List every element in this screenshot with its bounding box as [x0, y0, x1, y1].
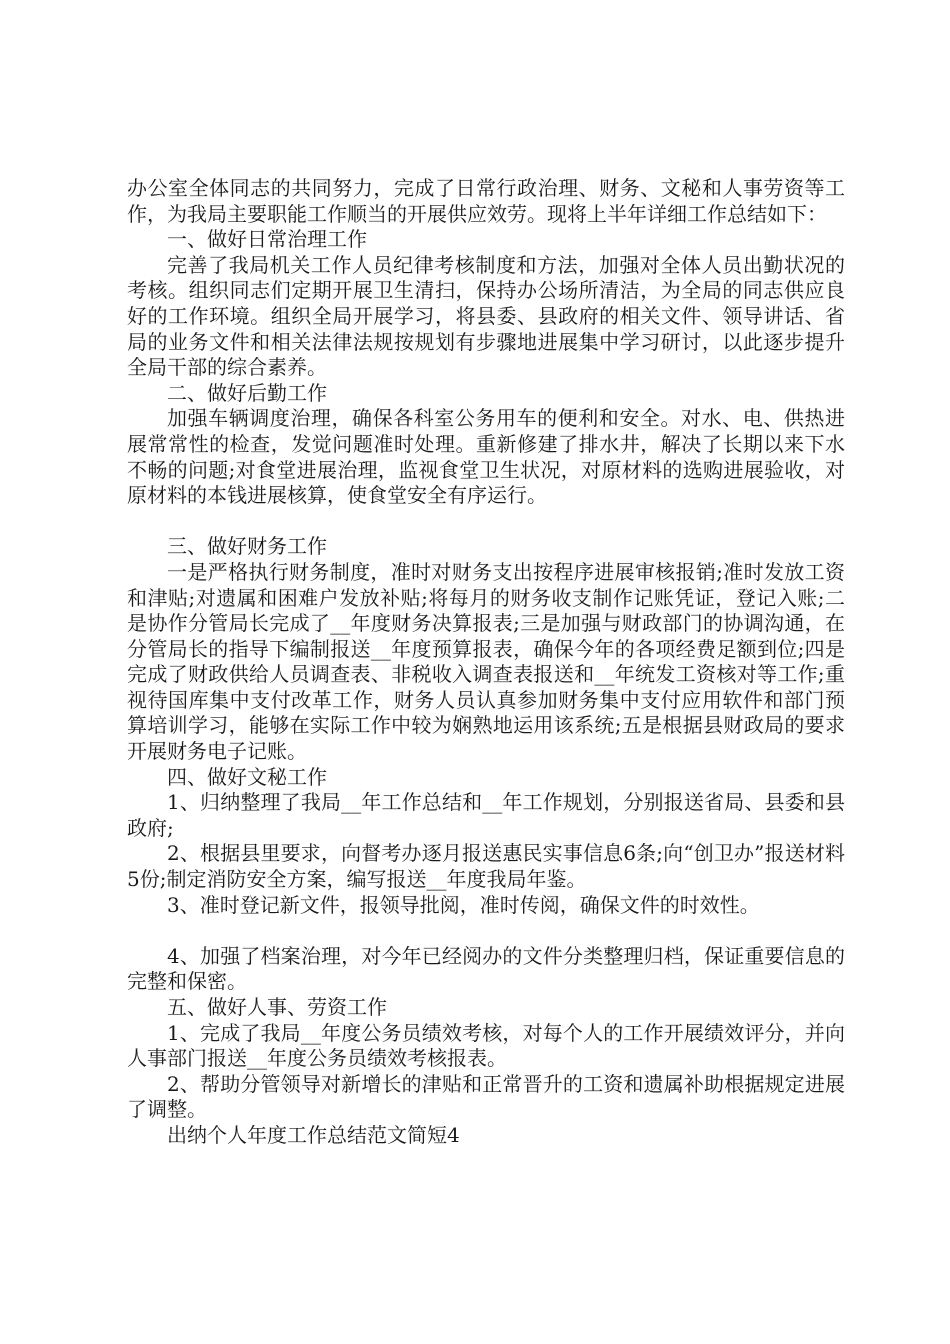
document-body: [127, 176, 845, 1149]
section-heading-2: 二、做好后勤工作: [167, 380, 327, 405]
document-subtitle: 出纳个人年度工作总结范文简短4: [167, 1122, 460, 1147]
section-body-1: 完善了我局机关工作人员纪律考核制度和方法，加强对全体人员出勤状况的考核。组织同志们定期开展卫生清扫，保持办公场所清洁，为全局的同志供应良好的工作环境。组织全局开展学习，将县委、县政府的相关文件、领导讲话、省局的业务文件和相关法律法规按规划有步骤地进展集中学习研讨，以此逐步提升全局干部的综合素养。: [127, 252, 845, 380]
section-heading-5: 五、做好人事、劳资工作: [167, 995, 387, 1019]
section-item-5-2: 2、帮助分管领导对新增长的津贴和正常晋升的工资和遗属补助根据规定进展了调整。: [127, 1071, 845, 1122]
section-heading-4: 四、做好文秘工作: [167, 764, 327, 789]
section-item-4-3: 3、准时登记新文件，报领导批阅，准时传阅，确保文件的时效性。: [167, 892, 760, 917]
section-item-4-1: 1、归纳整理了我局__年工作总结和__年工作规划，分别报送省局、县委和县政府;: [127, 790, 845, 840]
section-heading-1: 一、做好日常治理工作: [167, 227, 367, 252]
section-item-5-1: 1、完成了我局__年度公务员绩效考核，对每个人的工作开展绩效评分，并向人事部门报送__年度公务员绩效考核报表。: [127, 1020, 845, 1071]
section-heading-3: 三、做好财务工作: [167, 534, 327, 559]
intro-paragraph: 办公室全体同志的共同努力，完成了日常行政治理、财务、文秘和人事劳资等工作，为我局主要职能工作顺当的开展供应效劳。现将上半年详细工作总结如下：: [127, 176, 845, 226]
section-item-4-2: 2、根据县里要求，向督考办逐月报送惠民实事信息6条;向“创卫办”报送材料5份;制定消防安全方案，编写报送__年度我局年鉴。: [127, 841, 845, 892]
section-body-2: 加强车辆调度治理，确保各科室公务用车的便利和安全。对水、电、供热进展常常性的检查，发觉问题准时处理。重新修建了排水井，解决了长期以来下水不畅的问题;对食堂进展治理，监视食堂卫生状况，对原材料的选购进展验收，对原材料的本钱进展核算，使食堂安全有序运行。: [127, 406, 845, 508]
section-body-3: 一是严格执行财务制度，准时对财务支出按程序进展审核报销;准时发放工资和津贴;对遗属和困难户发放补贴;将每月的财务收支制作记账凭证，登记入账;二是协作分管局长完成了__年度财务决算报表;三是加强与财政部门的协调沟通，在分管局长的指导下编制报送__年度预算报表，确保今年的各项经费足额到位;四是完成了财政供给人员调查表、非税收入调查表报送和__年统发工资核对等工作;重视待国库集中支付改革工作，财务人员认真参加财务集中支付应用软件和部门预算培训学习，能够在实际工作中较为娴熟地运用该系统;五是根据县财政局的要求开展财务电子记账。: [127, 559, 845, 764]
section-item-4-4: 4、加强了档案治理，对今年已经阅办的文件分类整理归档，保证重要信息的完整和保密。: [127, 943, 845, 994]
